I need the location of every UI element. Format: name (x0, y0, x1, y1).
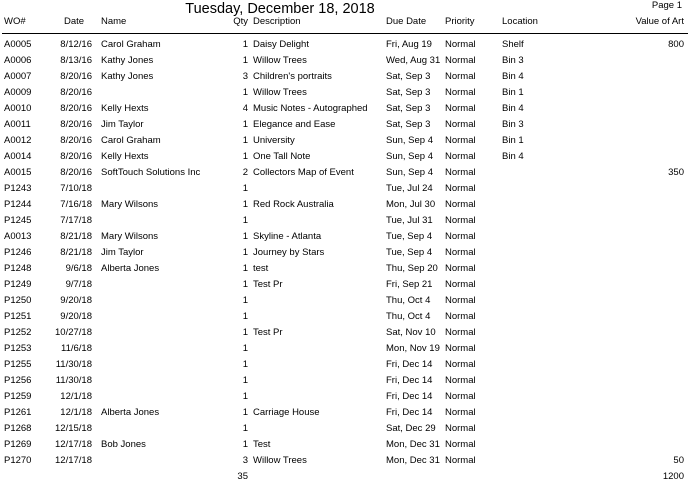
cell-qty: 1 (242, 423, 248, 434)
cell-due-date: Fri, Aug 19 (386, 39, 432, 50)
cell-description: Test (253, 439, 271, 450)
table-row (0, 373, 696, 389)
table-row (0, 389, 696, 405)
cell-priority: Normal (445, 199, 476, 210)
cell-qty: 1 (242, 87, 248, 98)
cell-date: 11/30/18 (55, 359, 92, 370)
cell-due-date: Mon, Dec 31 (386, 439, 440, 450)
cell-date: 8/20/16 (60, 71, 92, 82)
cell-date: 12/15/18 (55, 423, 92, 434)
cell-wo: P1269 (4, 439, 32, 450)
cell-due-date: Mon, Dec 31 (386, 455, 440, 466)
cell-qty: 1 (242, 439, 248, 450)
cell-priority: Normal (445, 263, 476, 274)
cell-qty: 1 (242, 263, 248, 274)
cell-qty: 1 (242, 359, 248, 370)
cell-priority: Normal (445, 295, 476, 306)
cell-qty: 1 (242, 231, 248, 242)
cell-name: Carol Graham (101, 135, 161, 146)
cell-location: Bin 4 (502, 151, 524, 162)
cell-name: Kelly Hexts (101, 103, 149, 114)
header-description: Description (253, 16, 301, 27)
cell-location: Bin 1 (502, 87, 524, 98)
table-row (0, 53, 696, 69)
totals-row (0, 471, 696, 485)
cell-qty: 1 (242, 375, 248, 386)
header-value-of-art: Value of Art (635, 16, 684, 27)
cell-date: 11/30/18 (55, 375, 92, 386)
cell-wo: A0009 (4, 87, 32, 98)
table-row (0, 437, 696, 453)
table-row (0, 101, 696, 117)
table-row (0, 165, 696, 181)
cell-description: Test Pr (253, 327, 283, 338)
cell-priority: Normal (445, 87, 476, 98)
cell-due-date: Fri, Dec 14 (386, 407, 433, 418)
cell-date: 7/10/18 (60, 183, 92, 194)
cell-date: 8/13/16 (60, 55, 92, 66)
cell-wo: P1249 (4, 279, 32, 290)
cell-description: Daisy Delight (253, 39, 309, 50)
cell-qty: 1 (242, 391, 248, 402)
header-location: Location (502, 16, 538, 27)
cell-priority: Normal (445, 119, 476, 130)
cell-date: 10/27/18 (55, 327, 92, 338)
cell-date: 8/20/16 (60, 167, 92, 178)
cell-priority: Normal (445, 135, 476, 146)
cell-name: Carol Graham (101, 39, 161, 50)
cell-due-date: Sat, Sep 3 (386, 87, 431, 98)
cell-due-date: Tue, Sep 4 (386, 231, 433, 242)
cell-date: 8/20/16 (60, 87, 92, 98)
cell-qty: 1 (242, 151, 248, 162)
cell-due-date: Sat, Nov 10 (386, 327, 436, 338)
cell-qty: 4 (242, 103, 248, 114)
cell-due-date: Tue, Sep 4 (386, 247, 433, 258)
table-row (0, 149, 696, 165)
cell-due-date: Mon, Nov 19 (386, 343, 440, 354)
cell-date: 11/6/18 (61, 343, 92, 354)
cell-location: Bin 4 (502, 103, 524, 114)
cell-wo: A0005 (4, 39, 32, 50)
cell-wo: P1270 (4, 455, 32, 466)
cell-wo: A0011 (4, 119, 31, 130)
cell-name: Kelly Hexts (101, 151, 149, 162)
header-wo: WO# (4, 16, 26, 27)
cell-qty: 2 (242, 167, 248, 178)
cell-priority: Normal (445, 311, 476, 322)
cell-date: 8/20/16 (60, 119, 92, 130)
cell-description: Music Notes - Autographed (253, 103, 368, 114)
table-row (0, 69, 696, 85)
cell-due-date: Sat, Sep 3 (386, 119, 431, 130)
cell-description: Willow Trees (253, 87, 307, 98)
cell-due-date: Thu, Oct 4 (386, 311, 431, 322)
cell-qty: 1 (242, 135, 248, 146)
table-row (0, 37, 696, 53)
cell-name: Jim Taylor (101, 247, 144, 258)
cell-priority: Normal (445, 39, 476, 50)
cell-date: 7/16/18 (60, 199, 92, 210)
cell-qty: 1 (242, 311, 248, 322)
table-row (0, 197, 696, 213)
cell-qty: 3 (242, 455, 248, 466)
cell-priority: Normal (445, 55, 476, 66)
table-row (0, 277, 696, 293)
cell-wo: P1268 (4, 423, 32, 434)
cell-description: Carriage House (253, 407, 320, 418)
cell-wo: P1261 (4, 407, 32, 418)
cell-date: 12/1/18 (60, 407, 92, 418)
cell-priority: Normal (445, 455, 476, 466)
cell-date: 9/7/18 (65, 279, 92, 290)
table-row (0, 245, 696, 261)
cell-date: 8/20/16 (60, 103, 92, 114)
cell-name: Alberta Jones (101, 407, 160, 418)
cell-name: Mary Wilsons (101, 231, 159, 242)
total-qty: 35 (237, 471, 248, 482)
cell-description: test (253, 263, 269, 274)
cell-wo: P1243 (4, 183, 32, 194)
cell-description: Skyline - Atlanta (253, 231, 322, 242)
cell-value: 350 (668, 167, 684, 178)
cell-location: Bin 4 (502, 71, 524, 82)
cell-qty: 1 (242, 119, 248, 130)
cell-priority: Normal (445, 423, 476, 434)
cell-due-date: Wed, Aug 31 (386, 55, 441, 66)
table-row (0, 357, 696, 373)
cell-name: Kathy Jones (101, 71, 154, 82)
cell-wo: A0006 (4, 55, 32, 66)
header-priority: Priority (445, 16, 475, 27)
cell-qty: 1 (242, 199, 248, 210)
cell-wo: P1252 (4, 327, 32, 338)
cell-due-date: Thu, Sep 20 (386, 263, 438, 274)
cell-wo: A0012 (4, 135, 32, 146)
cell-date: 9/20/18 (60, 295, 92, 306)
cell-due-date: Sat, Sep 3 (386, 103, 431, 114)
cell-name: Jim Taylor (101, 119, 144, 130)
cell-date: 7/17/18 (60, 215, 92, 226)
header-name: Name (101, 16, 127, 27)
cell-date: 8/12/16 (60, 39, 92, 50)
cell-due-date: Fri, Dec 14 (386, 359, 433, 370)
cell-wo: P1244 (4, 199, 32, 210)
table-row (0, 405, 696, 421)
cell-qty: 1 (242, 407, 248, 418)
table-row (0, 181, 696, 197)
cell-location: Bin 3 (502, 119, 524, 130)
cell-date: 9/6/18 (65, 263, 92, 274)
header-date: Date (64, 16, 85, 27)
cell-description: Willow Trees (253, 55, 307, 66)
cell-location: Bin 1 (502, 135, 524, 146)
header-qty: Qty (233, 16, 248, 27)
cell-priority: Normal (445, 71, 476, 82)
cell-location: Shelf (502, 39, 524, 50)
cell-qty: 1 (242, 247, 248, 258)
table-row (0, 309, 696, 325)
cell-description: Willow Trees (253, 455, 307, 466)
cell-priority: Normal (445, 359, 476, 370)
cell-qty: 1 (242, 327, 248, 338)
cell-wo: P1253 (4, 343, 32, 354)
cell-date: 12/17/18 (55, 455, 92, 466)
cell-priority: Normal (445, 391, 476, 402)
cell-qty: 1 (242, 55, 248, 66)
cell-date: 12/17/18 (55, 439, 92, 450)
cell-due-date: Fri, Dec 14 (386, 391, 433, 402)
cell-qty: 1 (242, 343, 248, 354)
cell-qty: 1 (242, 183, 248, 194)
cell-priority: Normal (445, 279, 476, 290)
cell-wo: A0013 (4, 231, 32, 242)
cell-wo: P1248 (4, 263, 32, 274)
header-divider (2, 33, 688, 34)
cell-wo: P1259 (4, 391, 32, 402)
cell-due-date: Sun, Sep 4 (386, 151, 434, 162)
cell-wo: A0007 (4, 71, 32, 82)
table-row (0, 133, 696, 149)
cell-description: Red Rock Australia (253, 199, 334, 210)
table-row (0, 453, 696, 469)
cell-due-date: Sat, Dec 29 (386, 423, 436, 434)
cell-due-date: Tue, Jul 31 (386, 215, 433, 226)
cell-description: University (253, 135, 295, 146)
cell-qty: 3 (242, 71, 248, 82)
cell-name: Alberta Jones (101, 263, 160, 274)
cell-wo: P1246 (4, 247, 32, 258)
column-header-row (0, 14, 696, 30)
cell-wo: P1250 (4, 295, 32, 306)
cell-wo: A0014 (4, 151, 32, 162)
cell-qty: 1 (242, 295, 248, 306)
cell-date: 8/21/18 (60, 231, 92, 242)
cell-wo: P1245 (4, 215, 32, 226)
cell-date: 12/1/18 (60, 391, 92, 402)
cell-date: 8/20/16 (60, 135, 92, 146)
cell-description: Collectors Map of Event (253, 167, 354, 178)
table-row (0, 213, 696, 229)
cell-due-date: Fri, Dec 14 (386, 375, 433, 386)
table-row (0, 325, 696, 341)
cell-wo: A0015 (4, 167, 32, 178)
page-number: Page 1 (651, 0, 682, 11)
cell-wo: P1256 (4, 375, 32, 386)
table-row (0, 261, 696, 277)
cell-date: 8/20/16 (60, 151, 92, 162)
cell-priority: Normal (445, 103, 476, 114)
cell-priority: Normal (445, 183, 476, 194)
table-row (0, 421, 696, 437)
table-row (0, 85, 696, 101)
cell-value: 50 (673, 455, 684, 466)
table-row (0, 229, 696, 245)
cell-priority: Normal (445, 327, 476, 338)
cell-due-date: Sun, Sep 4 (386, 135, 434, 146)
cell-name: Kathy Jones (101, 55, 154, 66)
cell-due-date: Thu, Oct 4 (386, 295, 431, 306)
table-row (0, 293, 696, 309)
cell-name: Bob Jones (101, 439, 146, 450)
cell-description: Journey by Stars (253, 247, 325, 258)
cell-priority: Normal (445, 231, 476, 242)
cell-value: 800 (668, 39, 684, 50)
cell-priority: Normal (445, 407, 476, 418)
cell-priority: Normal (445, 215, 476, 226)
table-row (0, 117, 696, 133)
cell-description: Children's portraits (253, 71, 332, 82)
report-title: Tuesday, December 18, 2018 (185, 1, 375, 17)
cell-qty: 1 (242, 215, 248, 226)
cell-date: 9/20/18 (60, 311, 92, 322)
cell-priority: Normal (445, 151, 476, 162)
total-value: 1200 (662, 471, 684, 482)
cell-due-date: Sun, Sep 4 (386, 167, 434, 178)
cell-priority: Normal (445, 343, 476, 354)
cell-date: 8/21/18 (60, 247, 92, 258)
cell-description: One Tall Note (253, 151, 311, 162)
cell-description: Test Pr (253, 279, 283, 290)
cell-wo: A0010 (4, 103, 32, 114)
cell-wo: P1251 (4, 311, 32, 322)
cell-due-date: Tue, Jul 24 (386, 183, 433, 194)
cell-priority: Normal (445, 167, 476, 178)
cell-priority: Normal (445, 375, 476, 386)
cell-description: Elegance and Ease (253, 119, 336, 130)
cell-due-date: Sat, Sep 3 (386, 71, 431, 82)
cell-name: SoftTouch Solutions Inc (101, 167, 201, 178)
cell-due-date: Mon, Jul 30 (386, 199, 436, 210)
cell-wo: P1255 (4, 359, 32, 370)
header-due-date: Due Date (386, 16, 427, 27)
cell-qty: 1 (242, 39, 248, 50)
cell-priority: Normal (445, 439, 476, 450)
cell-due-date: Fri, Sep 21 (386, 279, 433, 290)
table-row (0, 341, 696, 357)
cell-location: Bin 3 (502, 55, 524, 66)
cell-qty: 1 (242, 279, 248, 290)
cell-name: Mary Wilsons (101, 199, 159, 210)
cell-priority: Normal (445, 247, 476, 258)
